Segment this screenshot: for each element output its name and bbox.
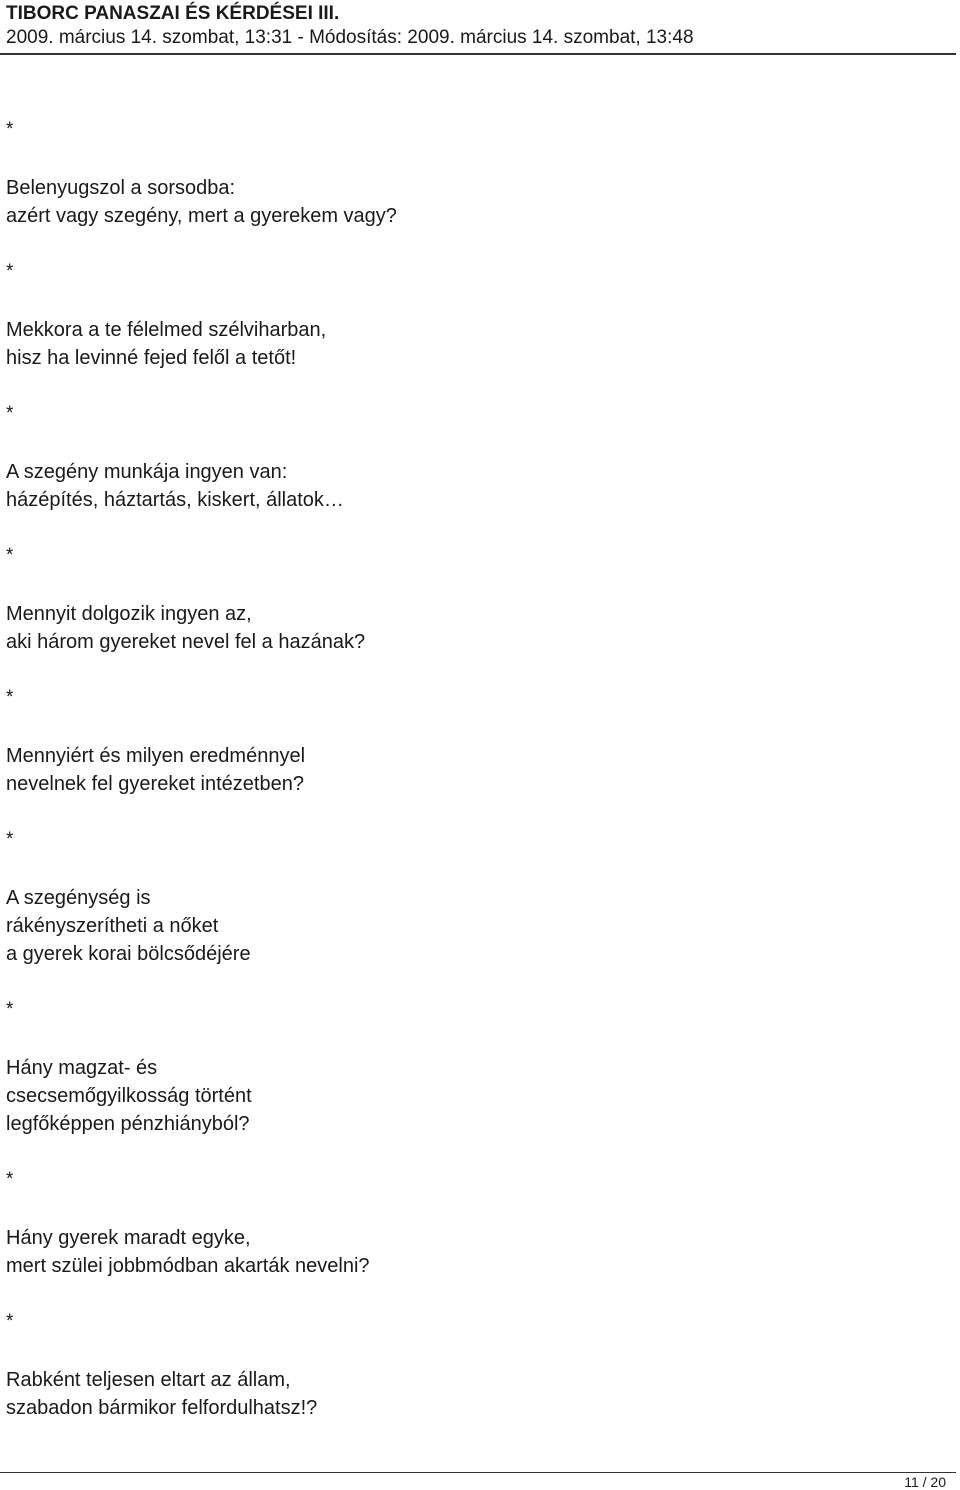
stanza [6, 996, 950, 1138]
poem-line: mert szülei jobbmódban akarták nevelni? [6, 1255, 370, 1277]
poem-line: Belenyugszol a sorsodba: [6, 177, 236, 199]
header-divider [0, 53, 956, 55]
poem-line: Mennyiért és milyen eredménnyel [6, 745, 306, 767]
poem-line: A szegény munkája ingyen van: [6, 461, 288, 483]
poem-line: Mekkora a te félelmed szélviharban, [6, 319, 327, 341]
stanza-lines [6, 742, 950, 798]
stanza-separator: * [6, 119, 14, 140]
document-title: TIBORC PANASZAI ÉS KÉRDÉSEI III. [6, 3, 340, 24]
page-number: 11 / 20 [904, 1474, 946, 1490]
stanza [6, 116, 950, 230]
footer-divider [0, 1472, 956, 1473]
poem-line: A szegénység is [6, 887, 151, 909]
stanza-lines [6, 884, 950, 968]
poem-line: hisz ha levinné fejed felől a tetőt! [6, 347, 297, 369]
poem-line: Hány magzat- és [6, 1057, 158, 1079]
stanza-separator: * [6, 1311, 14, 1332]
page-header [6, 2, 956, 50]
poem-line: nevelnek fel gyereket intézetben? [6, 773, 304, 795]
stanza-lines [6, 600, 950, 656]
poem-body [6, 116, 950, 1450]
stanza-lines [6, 458, 950, 514]
stanza [6, 684, 950, 798]
poem-line: Rabként teljesen eltart az állam, [6, 1369, 291, 1391]
stanza-separator: * [6, 687, 14, 708]
stanza-lines [6, 1224, 950, 1280]
poem-line: csecsemőgyilkosság történt [6, 1085, 252, 1107]
document-date-meta: 2009. március 14. szombat, 13:31 - Módosítás: 2009. március 14. szombat, 13:48 [6, 27, 694, 48]
stanza-lines [6, 316, 950, 372]
stanza [6, 1166, 950, 1280]
stanza-lines [6, 1366, 950, 1422]
poem-line: Mennyit dolgozik ingyen az, [6, 603, 252, 625]
stanza [6, 400, 950, 514]
stanza [6, 542, 950, 656]
poem-line: rákényszerítheti a nőket [6, 915, 219, 937]
stanza [6, 826, 950, 968]
poem-line: legfőképpen pénzhiányból? [6, 1113, 250, 1135]
stanza-separator: * [6, 545, 14, 566]
stanza-separator: * [6, 261, 14, 282]
stanza-separator: * [6, 999, 14, 1020]
poem-line: szabadon bármikor felfordulhatsz!? [6, 1397, 318, 1419]
stanza-lines [6, 174, 950, 230]
stanza-separator: * [6, 1169, 14, 1190]
stanza [6, 1308, 950, 1422]
poem-line: azért vagy szegény, mert a gyerekem vagy? [6, 205, 397, 227]
stanza-lines [6, 1054, 950, 1138]
poem-line: házépítés, háztartás, kiskert, állatok… [6, 489, 344, 511]
poem-line: aki három gyereket nevel fel a hazának? [6, 631, 366, 653]
stanza-separator: * [6, 829, 14, 850]
poem-line: a gyerek korai bölcsődéjére [6, 943, 251, 965]
stanza-separator: * [6, 403, 14, 424]
stanza [6, 258, 950, 372]
poem-line: Hány gyerek maradt egyke, [6, 1227, 251, 1249]
